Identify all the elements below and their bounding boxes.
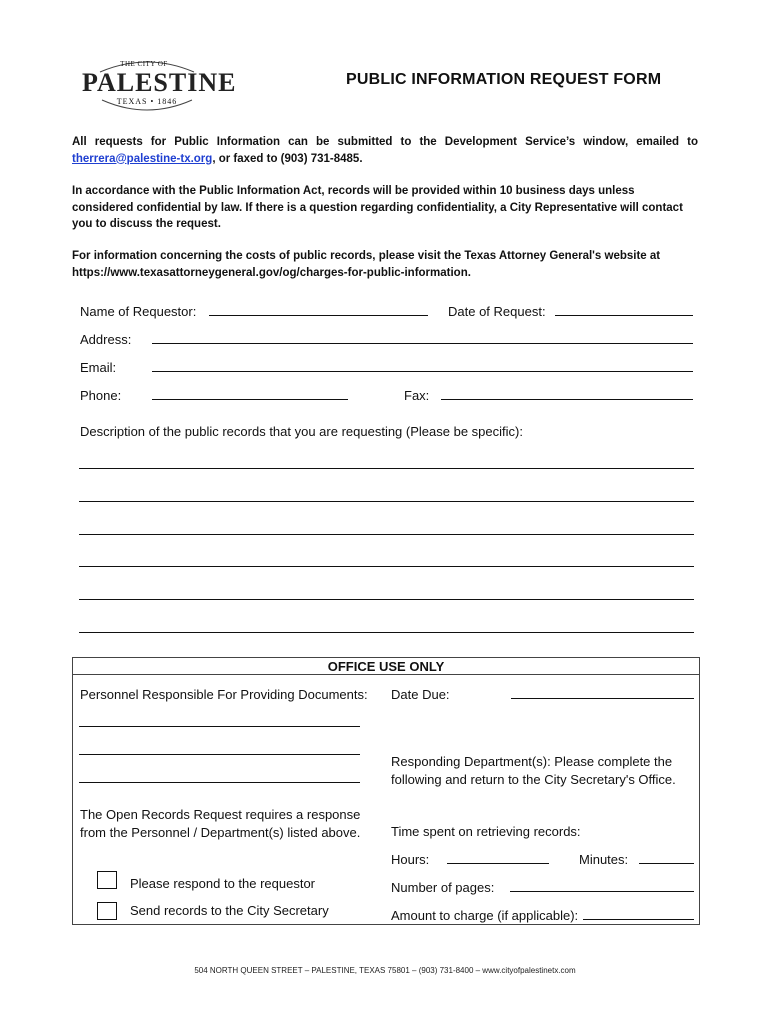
intro-paragraph-1	[72, 134, 698, 167]
intro-paragraph-2: In accordance with the Public Information Act, records will be provided within 10 business days unless considered confidential by law. If there is a question regarding confidentiality, a City Representative will contact you to discuss the request.	[72, 185, 683, 230]
footer-address: 504 NORTH QUEEN STREET – PALESTINE, TEXAS 75801 – (903) 731-8400 – www.cityofpalestinetx.com	[194, 966, 576, 975]
office-use-title: OFFICE USE ONLY	[327, 659, 445, 674]
personnel-line-3[interactable]	[79, 782, 360, 783]
description-label: Description of the public records that you are requesting (Please be specific):	[80, 424, 523, 439]
description-line-2[interactable]	[79, 501, 694, 502]
description-line-1[interactable]	[79, 468, 694, 469]
pages-line[interactable]	[510, 891, 694, 892]
date-label: Date of Request:	[448, 304, 546, 319]
send-secretary-label: Send records to the City Secretary	[130, 903, 329, 918]
description-line-5[interactable]	[79, 599, 694, 600]
intro-p1-rest: , or faxed to (903) 731-8485.	[212, 152, 363, 165]
name-label: Name of Requestor:	[80, 304, 197, 319]
date-due-label: Date Due:	[391, 687, 450, 702]
hours-line[interactable]	[447, 863, 549, 864]
description-line-6[interactable]	[79, 632, 694, 633]
amount-line[interactable]	[583, 919, 694, 920]
email-label: Email:	[80, 360, 117, 375]
pages-label: Number of pages:	[391, 880, 495, 895]
description-line-4[interactable]	[79, 566, 694, 567]
minutes-line[interactable]	[639, 863, 694, 864]
hours-label: Hours:	[391, 852, 430, 867]
address-label: Address:	[80, 332, 132, 347]
logo-name: PALESTINE	[82, 68, 237, 97]
address-input-line[interactable]	[152, 343, 693, 344]
phone-input-line[interactable]	[152, 399, 348, 400]
logo-state: TEXAS • 1846	[116, 97, 178, 106]
office-use-divider	[72, 674, 700, 675]
minutes-label: Minutes:	[579, 852, 629, 867]
email-link[interactable]: therrera@palestine-tx.org	[72, 152, 213, 165]
city-logo	[82, 60, 237, 112]
logo-city-of: THE CITY OF	[120, 60, 168, 68]
email-input-line[interactable]	[152, 371, 693, 372]
description-line-3[interactable]	[79, 534, 694, 535]
intro-p1-text: All requests for Public Information can be submitted to the Development Service’s window, emailed to	[72, 136, 698, 148]
phone-label: Phone:	[80, 388, 122, 403]
intro-paragraph-3: For information concerning the costs of public records, please visit the Texas Attorney General's website at https://www.texasattorneygeneral.gov/og/charges-for-public-information.	[72, 250, 661, 279]
send-secretary-checkbox[interactable]	[97, 902, 117, 920]
amount-label: Amount to charge (if applicable):	[391, 908, 579, 923]
form-title: PUBLIC INFORMATION REQUEST FORM	[346, 71, 662, 88]
date-due-line[interactable]	[511, 698, 694, 699]
fax-input-line[interactable]	[441, 399, 693, 400]
respond-requestor-label: Please respond to the requestor	[130, 876, 316, 891]
personnel-line-1[interactable]	[79, 726, 360, 727]
personnel-label: Personnel Responsible For Providing Documents:	[80, 687, 368, 702]
responding-dept-text: Responding Department(s): Please complete the following and return to the City Secretary's Office.	[391, 754, 676, 787]
time-spent-label: Time spent on retrieving records:	[391, 824, 581, 839]
fax-label: Fax:	[404, 388, 430, 403]
respond-requestor-checkbox[interactable]	[97, 871, 117, 889]
date-input-line[interactable]	[555, 315, 693, 316]
personnel-line-2[interactable]	[79, 754, 360, 755]
name-input-line[interactable]	[209, 315, 428, 316]
open-records-text: The Open Records Request requires a response from the Personnel / Department(s) listed above.	[80, 807, 361, 840]
